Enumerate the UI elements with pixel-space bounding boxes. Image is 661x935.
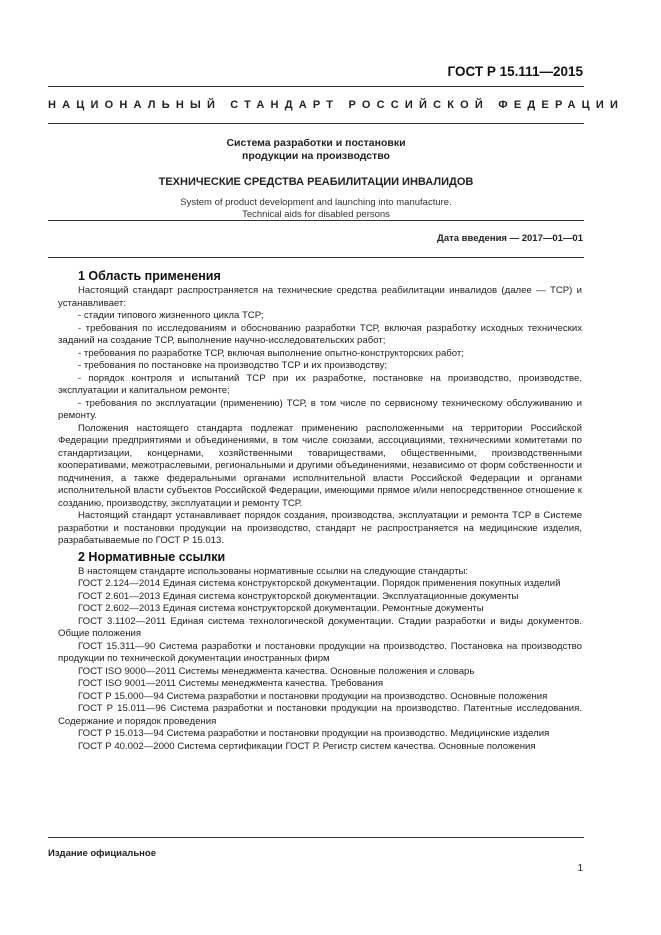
reference-item: ГОСТ 2.601—2013 Единая система конструкторской документации. Эксплуатационные документы — [78, 590, 519, 602]
title-system — [48, 137, 584, 163]
reference-item: ГОСТ 2.124—2014 Единая система конструкторской документации. Порядок применения покупных изделий — [78, 578, 561, 589]
reference-item: ГОСТ 3.1102—2011 Единая система технологической документации. Стадии разработки и виды документов. Общие положения — [58, 615, 582, 639]
scope-list-item: - порядок контроля и испытаний ТСР при их разработке, постановке на производство, производстве, эксплуатации и капитальном ремонте; — [58, 372, 582, 396]
document-body — [58, 268, 582, 753]
title-main: ТЕХНИЧЕСКИЕ СРЕДСТВА РЕАБИЛИТАЦИИ ИНВАЛИДОВ — [158, 176, 474, 188]
date-divider — [48, 257, 584, 258]
footer-divider — [48, 837, 584, 838]
scope-list-item: - требования по разработке ТСР, включая выполнение опытно-конструкторских работ; — [78, 347, 464, 359]
reference-item: ГОСТ Р 15.011—96 Система разработки и постановки продукции на производство. Патентные исследования. Содержание и порядок проведения — [58, 703, 582, 727]
reference-item: ГОСТ ISO 9000—2011 Системы менеджмента качества. Основные положения и словарь — [78, 665, 475, 677]
title-english-text: System of product development and launching into manufacture. Technical aids for disabled persons — [180, 197, 452, 220]
reference-item: ГОСТ Р 15.013—94 Система разработки и постановки продукции на производство. Медицинские изделия — [78, 728, 550, 739]
reference-item: ГОСТ Р 40.002—2000 Система сертификации ГОСТ Р. Регистр систем качества. Основные положения — [78, 740, 536, 752]
title-system-text: Система разработки и постановки продукции на производство — [226, 137, 406, 162]
reference-item: ГОСТ ISO 9001—2011 Системы менеджмента качества. Требования — [78, 678, 384, 689]
official-edition-label: Издание официальное — [48, 848, 156, 859]
scope-list-item: - стадии типового жизненного цикла ТСР; — [78, 310, 264, 321]
national-standard-banner: НАЦИОНАЛЬНЫЙ СТАНДАРТ РОССИЙСКОЙ ФЕДЕРАЦИИ — [48, 99, 625, 111]
scope-paragraph: Положения настоящего стандарта подлежат применению расположенными на территории Российской Федерации предприятиями и объединениями, в том числе союзами, ассоциациями, техническими комитетами по стандартизации, концернами, хозяйственными товариществами, общественными, производственными кооперативами, межотраслевыми, региональными и другими объединениями, независимо от форм собственности и подчинения, а также федеральными органами исполнительной власти Российской Федерации и органами исполнительной власти субъектов Российской Федерации, имеющими прямое и/или непосредственное отношение к созданию, производству, эксплуатации и ремонту ТСР. — [58, 422, 582, 509]
title-divider — [48, 220, 584, 221]
title-block — [48, 137, 584, 220]
introduction-date: Дата введения — 2017—01—01 — [437, 233, 583, 244]
section-heading-normative-references: 2 Нормативные ссылки — [78, 549, 226, 564]
references-intro: В настоящем стандарте использованы нормативные ссылки на следующие стандарты: — [78, 565, 469, 577]
section-heading-scope: 1 Область применения — [78, 269, 221, 283]
banner-divider — [48, 123, 584, 124]
scope-paragraph: Настоящий стандарт распространяется на технические средства реабилитации инвалидов (далее — ТСР) и устанавливает: — [58, 285, 582, 309]
scope-list-item: - требования по постановке на производство ТСР и их производству; — [78, 360, 388, 371]
reference-item: ГОСТ 2.602—2013 Единая система конструкторской документации. Ремонтные документы — [78, 603, 484, 614]
reference-item: ГОСТ 15.311—90 Система разработки и постановки продукции на производство. Постановка на производство продукции по технической документации иностранных фирм — [58, 640, 582, 664]
title-english — [48, 197, 584, 220]
scope-list-item: - требования по эксплуатации (применению) ТСР, в том числе по сервисному техническому обслуживанию и ремонту. — [58, 397, 582, 421]
scope-paragraph: Настоящий стандарт устанавливает порядок создания, производства, эксплуатации и ремонта ТСР в Системе разработки и постановки продукции на производство, стандарт не распространяется на медицинские изделия, разрабатываемые по ГОСТ Р 15.013. — [58, 510, 582, 546]
document-id: ГОСТ Р 15.111—2015 — [447, 64, 583, 79]
scope-list-item: - требования по исследованиям и обоснованию разработки ТСР, включая разработку исходных технических заданий на создание ТСР, выполнение научно-исследовательских работ; — [58, 322, 582, 346]
reference-item: ГОСТ Р 15.000—94 Система разработки и постановки продукции на производство. Основные положения — [78, 690, 548, 702]
page-number: 1 — [577, 863, 583, 874]
top-divider — [48, 86, 584, 87]
